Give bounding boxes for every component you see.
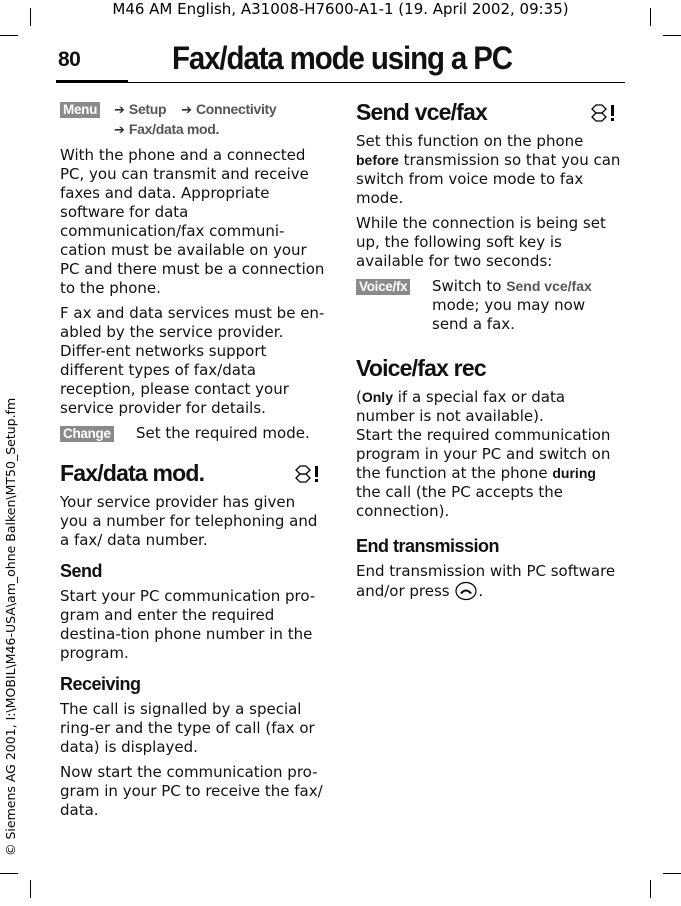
text-run: Start the required communication program in your PC and switch on the function at the phone — [356, 426, 611, 482]
section-heading-voicerec: Voice/fax rec — [356, 355, 486, 381]
text-run: Switch to — [432, 277, 507, 295]
crop-mark — [663, 35, 681, 36]
section-heading-faxdata-text: Fax/data mod. — [60, 460, 205, 486]
service-provider-icon — [292, 463, 322, 485]
menu-path-setup[interactable]: Setup — [128, 101, 167, 117]
arrow-icon: ➔ — [181, 103, 192, 118]
voicerec-paragraph — [356, 388, 622, 426]
section-heading-sendvce — [356, 98, 622, 126]
receiving-paragraph-1: The call is signalled by a special ring-er and the type of call (fax or data) is displayed. — [60, 700, 315, 756]
text-run: transmission so that you can switch from voice mode to fax mode. — [356, 151, 621, 207]
menu-path-connectivity[interactable]: Connectivity — [195, 101, 277, 117]
voicerec-paragraph-2 — [356, 426, 622, 521]
text-run: End transmission with PC software and/or press — [356, 562, 616, 600]
services-paragraph: F ax and data services must be en-abled by the service provider. Differ-ent networks support different types of fax/data reception, please contact your service provider for details. — [60, 304, 325, 417]
crop-mark — [650, 880, 651, 898]
subheading-send: Send — [60, 561, 103, 581]
text-run: the call (the PC accepts the connection). — [356, 483, 563, 520]
emphasis-before: before — [356, 152, 399, 168]
emphasis-during: during — [552, 465, 596, 481]
softkey-paragraph: While the connection is being set up, the following soft key is available for two seconds: — [356, 214, 606, 270]
voicefx-key[interactable]: Voice/fx — [356, 279, 410, 295]
left-column — [60, 100, 326, 826]
change-row — [60, 424, 326, 443]
change-key[interactable]: Change — [60, 426, 114, 442]
text-run: Set this function on the phone — [356, 132, 584, 150]
menu-path-faxdata[interactable]: Fax/data mod. — [128, 121, 220, 137]
arrow-icon: ➔ — [114, 123, 125, 138]
text-run: if a special fax or data number is not available). — [356, 388, 566, 425]
subheading-end-transmission: End transmission — [356, 536, 500, 556]
section-heading-faxdata — [60, 459, 326, 487]
menu-term-sendvce: Send vce/fax — [506, 278, 592, 294]
menu-path — [60, 100, 326, 140]
menu-key[interactable]: Menu — [60, 102, 100, 118]
emphasis-only: Only — [361, 389, 393, 405]
text-run: mode; you may now send a fax. — [432, 296, 586, 333]
end-transmission-paragraph: End transmission with PC software and/or press . — [356, 562, 616, 600]
service-provider-icon — [588, 102, 618, 124]
voicefx-row — [356, 277, 622, 334]
arrow-icon: ➔ — [114, 103, 125, 118]
end-call-key-icon — [454, 581, 478, 601]
title-rule-thick — [56, 80, 128, 83]
receiving-paragraph-2: Now start the communication pro-gram in your PC to receive the fax/ data. — [60, 763, 323, 819]
send-paragraph: Start your PC communication pro-gram and enter the required destina-tion phone number in the program. — [60, 587, 316, 662]
page-title: Fax/data mode using a PC — [172, 40, 512, 76]
title-rule — [128, 82, 625, 83]
voicefx-description — [432, 277, 622, 334]
running-header: M46 AM English, A31008-H7600-A1-1 (19. April 2002, 09:35) — [112, 0, 569, 18]
faxdata-paragraph: Your service provider has given you a number for telephoning and a fax/ data number. — [60, 493, 318, 549]
crop-mark — [0, 873, 18, 874]
subheading-receiving: Receiving — [60, 674, 141, 694]
intro-paragraph: With the phone and a connected PC, you can transmit and receive faxes and data. Appropriate software for data communication/fax communi-cation must be available on your PC and there must be a connection to the phone. — [60, 146, 325, 297]
change-description: Set the required mode. — [136, 424, 310, 442]
crop-mark — [0, 35, 18, 36]
crop-mark — [663, 873, 681, 874]
crop-mark — [30, 880, 31, 898]
side-copyright: © Siemens AG 2001, I:\MOBIL\M46-USA\am_ohne Balken\MT50_Setup.fm — [3, 397, 18, 856]
section-heading-sendvce-text: Send vce/fax — [356, 99, 488, 125]
text-run: ( — [356, 388, 362, 406]
page-number: 80 — [58, 48, 81, 71]
right-column — [356, 94, 622, 607]
sendvce-paragraph — [356, 132, 622, 208]
